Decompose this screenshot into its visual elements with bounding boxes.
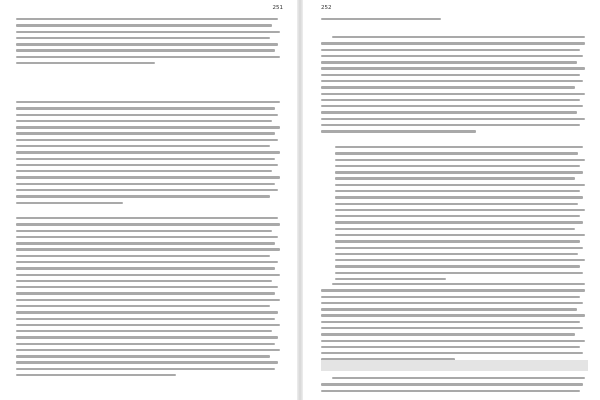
text-line bbox=[16, 311, 278, 313]
text-line bbox=[321, 118, 585, 120]
text-line bbox=[16, 189, 278, 191]
text-line bbox=[321, 93, 585, 95]
text-line bbox=[16, 330, 272, 332]
text-line bbox=[335, 221, 583, 223]
text-line bbox=[332, 283, 586, 285]
paragraph bbox=[16, 101, 283, 211]
text-line bbox=[321, 340, 585, 342]
text-line bbox=[16, 176, 280, 178]
text-line bbox=[321, 383, 583, 385]
text-line bbox=[16, 242, 275, 244]
text-line bbox=[16, 107, 275, 109]
text-line bbox=[321, 18, 441, 20]
text-line bbox=[335, 240, 580, 242]
text-line bbox=[321, 352, 583, 354]
text-line bbox=[16, 170, 272, 172]
text-line bbox=[335, 190, 580, 192]
text-line bbox=[16, 223, 280, 225]
text-line bbox=[321, 346, 580, 348]
left-page bbox=[0, 0, 295, 400]
text-line bbox=[321, 314, 585, 316]
text-line bbox=[335, 165, 580, 167]
text-line bbox=[16, 318, 275, 320]
text-line bbox=[16, 280, 272, 282]
text-line bbox=[16, 299, 280, 301]
text-line bbox=[335, 215, 580, 217]
text-line bbox=[16, 336, 278, 338]
section-heading bbox=[321, 360, 588, 371]
text-line bbox=[16, 217, 278, 219]
running-head bbox=[16, 2, 283, 14]
text-line bbox=[321, 67, 585, 69]
text-line bbox=[16, 255, 270, 257]
text-line bbox=[16, 49, 275, 51]
text-line bbox=[16, 183, 275, 185]
paragraph bbox=[335, 146, 588, 287]
text-line bbox=[321, 42, 585, 44]
text-line bbox=[16, 361, 278, 363]
text-line bbox=[16, 261, 278, 263]
text-line bbox=[321, 327, 583, 329]
text-line bbox=[332, 36, 586, 38]
text-line bbox=[16, 37, 270, 39]
text-line bbox=[16, 126, 280, 128]
text-line bbox=[335, 228, 575, 230]
text-line bbox=[335, 209, 585, 211]
text-line bbox=[332, 377, 586, 379]
text-line bbox=[16, 324, 280, 326]
text-line bbox=[321, 74, 580, 76]
text-line bbox=[321, 61, 577, 63]
paragraph bbox=[16, 217, 283, 380]
paragraph bbox=[321, 36, 588, 140]
text-line bbox=[16, 349, 280, 351]
text-line bbox=[321, 80, 583, 82]
text-line bbox=[335, 146, 583, 148]
text-line bbox=[16, 374, 176, 376]
text-line bbox=[16, 274, 280, 276]
text-line bbox=[16, 132, 275, 134]
text-line bbox=[16, 18, 278, 20]
right-page bbox=[305, 0, 600, 400]
text-line bbox=[335, 265, 580, 267]
text-line bbox=[16, 120, 272, 122]
text-line bbox=[321, 289, 585, 291]
text-line bbox=[16, 355, 270, 357]
text-line bbox=[335, 278, 446, 280]
text-line bbox=[16, 114, 278, 116]
text-line bbox=[335, 152, 578, 154]
text-line bbox=[16, 267, 275, 269]
text-line bbox=[335, 184, 585, 186]
text-line bbox=[16, 164, 278, 166]
text-line bbox=[335, 247, 583, 249]
text-line bbox=[321, 321, 580, 323]
text-line bbox=[16, 56, 280, 58]
text-line bbox=[16, 343, 275, 345]
text-line bbox=[335, 196, 583, 198]
text-line bbox=[321, 99, 580, 101]
paragraph bbox=[16, 18, 283, 71]
page-number: 251 bbox=[272, 5, 283, 11]
text-line bbox=[335, 171, 583, 173]
text-line bbox=[16, 43, 278, 45]
text-line bbox=[321, 105, 583, 107]
text-line bbox=[16, 31, 280, 33]
running-head bbox=[321, 2, 588, 14]
text-line bbox=[321, 390, 580, 392]
text-line bbox=[16, 139, 278, 141]
text-line bbox=[16, 368, 275, 370]
paragraph bbox=[321, 18, 588, 27]
text-line bbox=[335, 234, 585, 236]
text-line bbox=[335, 259, 585, 261]
text-line bbox=[16, 145, 270, 147]
text-line bbox=[16, 286, 278, 288]
text-line bbox=[321, 55, 583, 57]
text-line bbox=[321, 333, 575, 335]
text-line bbox=[335, 177, 575, 179]
text-line bbox=[16, 151, 280, 153]
text-line bbox=[16, 62, 155, 64]
text-line bbox=[16, 230, 272, 232]
section-heading bbox=[16, 86, 283, 97]
text-line bbox=[321, 49, 580, 51]
text-line bbox=[335, 159, 585, 161]
text-line bbox=[16, 292, 275, 294]
text-line bbox=[16, 248, 280, 250]
text-line bbox=[335, 203, 578, 205]
text-line bbox=[16, 101, 280, 103]
text-line bbox=[321, 302, 583, 304]
gutter bbox=[297, 0, 303, 400]
paragraph bbox=[321, 283, 588, 368]
text-line bbox=[16, 236, 278, 238]
text-line bbox=[321, 130, 476, 132]
text-line bbox=[321, 124, 580, 126]
text-line bbox=[16, 305, 270, 307]
text-line bbox=[321, 111, 577, 113]
text-line bbox=[16, 195, 270, 197]
text-line bbox=[321, 296, 580, 298]
text-line bbox=[16, 158, 275, 160]
page-number: 252 bbox=[321, 5, 332, 11]
text-line bbox=[321, 308, 577, 310]
text-line bbox=[321, 86, 575, 88]
text-line bbox=[335, 253, 578, 255]
text-line bbox=[16, 202, 123, 204]
text-line bbox=[335, 272, 583, 274]
paragraph bbox=[321, 377, 588, 396]
text-line bbox=[16, 24, 272, 26]
